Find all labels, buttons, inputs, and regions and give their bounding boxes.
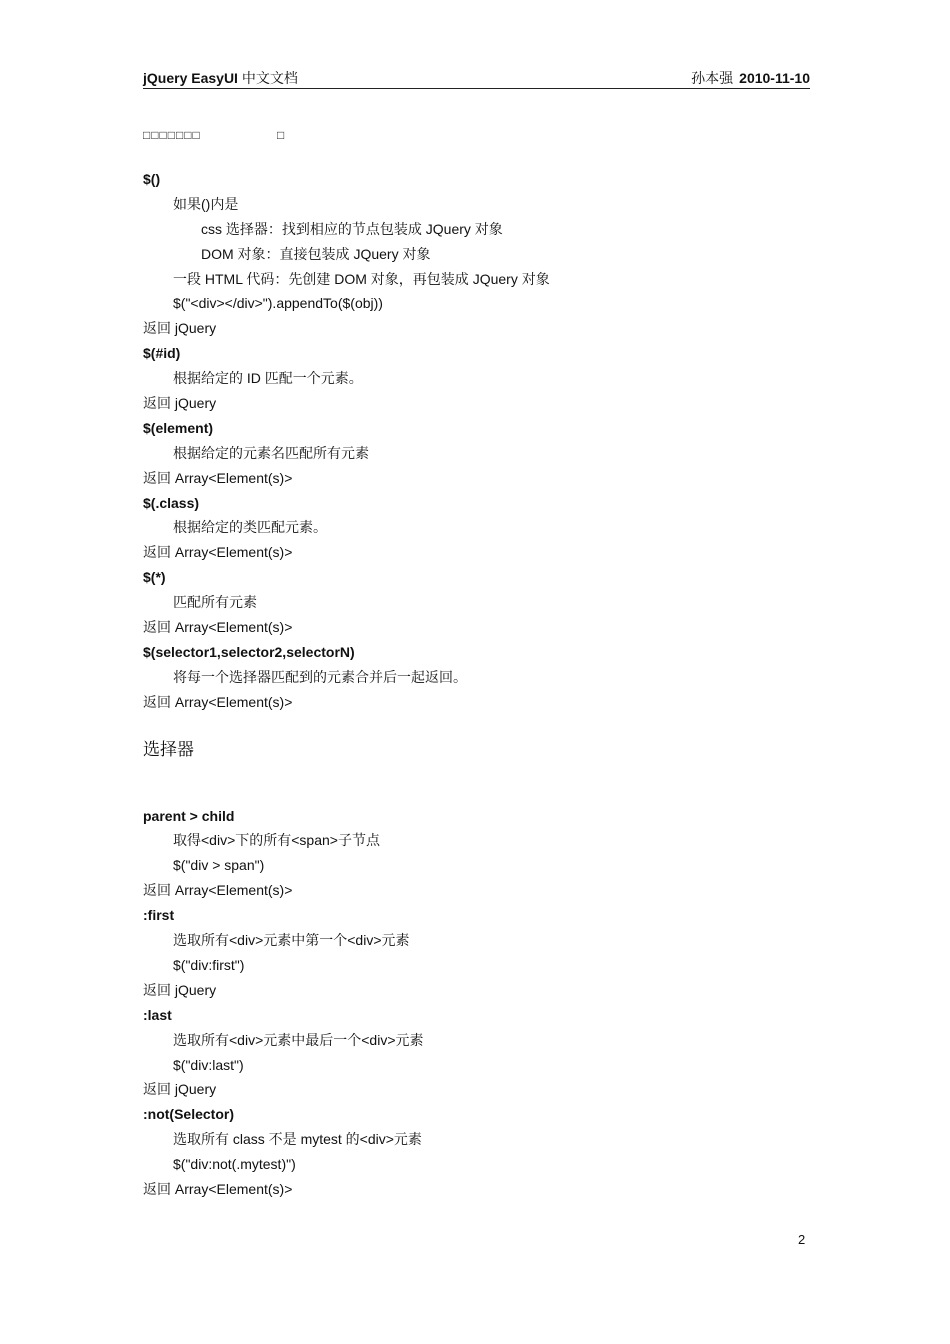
- description-line: $("div:last"): [173, 1056, 244, 1073]
- description-line: 根据给定的元素名匹配所有元素: [173, 444, 369, 461]
- header-date: 2010-11-10: [739, 70, 810, 86]
- return-line: 返回 jQuery: [143, 395, 217, 412]
- description-line: css 选择器：找到相应的节点包装成 JQuery 对象: [201, 220, 503, 237]
- return-line: 返回 Array<Element(s)>: [143, 1180, 293, 1197]
- garbled-glyphs-right: □: [277, 128, 285, 142]
- api-heading: $(selector1,selector2,selectorN): [143, 643, 355, 660]
- header-title-rest: 中文文档: [237, 70, 298, 86]
- description-line: 选取所有<div>元素中第一个<div>元素: [173, 932, 410, 949]
- api-heading: :not(Selector): [143, 1106, 234, 1123]
- document-body: [143, 167, 810, 1202]
- description-line: $("<div></div>").appendTo($(obj)): [173, 295, 383, 312]
- return-line: 返回 Array<Element(s)>: [143, 544, 293, 561]
- return-line: 返回 jQuery: [143, 1081, 217, 1098]
- header-meta: [691, 68, 810, 88]
- description-line: 选取所有 class 不是 mytest 的<div>元素: [173, 1131, 422, 1148]
- header-author: 孙本强: [691, 70, 734, 86]
- api-heading: $(*): [143, 569, 166, 586]
- api-heading: :first: [143, 907, 175, 924]
- description-line: $("div:not(.mytest)"): [173, 1156, 296, 1173]
- api-heading: $(#id): [143, 345, 181, 362]
- description-line: 一段 HTML 代码：先创建 DOM 对象，再包装成 JQuery 对象: [173, 270, 550, 287]
- description-line: DOM 对象：直接包装成 JQuery 对象: [201, 245, 431, 262]
- return-line: 返回 Array<Element(s)>: [143, 469, 293, 486]
- core-functions-list: [143, 167, 810, 715]
- return-line: 返回 jQuery: [143, 320, 217, 337]
- description-line: 取得<div>下的所有<span>子节点: [173, 832, 380, 849]
- description-line: 将每一个选择器匹配到的元素合并后一起返回。: [173, 668, 467, 685]
- return-line: 返回 Array<Element(s)>: [143, 619, 293, 636]
- description-line: 根据给定的类匹配元素。: [173, 519, 327, 536]
- description-line: 选取所有<div>元素中最后一个<div>元素: [173, 1031, 424, 1048]
- section-title: 选择器: [143, 739, 194, 759]
- description-line: 根据给定的 ID 匹配一个元素。: [173, 370, 363, 387]
- selectors-list: [143, 804, 810, 1202]
- description-line: 如果()内是: [173, 195, 239, 212]
- api-heading: parent > child: [143, 807, 235, 824]
- api-heading: $(element): [143, 419, 214, 436]
- header-title: [143, 68, 298, 88]
- garbled-glyphs-left: □□□□□□□: [143, 128, 201, 142]
- page-number: 2: [798, 1232, 806, 1247]
- return-line: 返回 Array<Element(s)>: [143, 693, 293, 710]
- description-line: $("div:first"): [173, 956, 245, 973]
- description-line: $("div > span"): [173, 857, 265, 874]
- return-line: 返回 jQuery: [143, 981, 217, 998]
- header-title-bold: jQuery EasyUI: [143, 70, 238, 86]
- api-heading: $(.class): [143, 494, 200, 511]
- page-header: [143, 66, 810, 89]
- return-line: 返回 Array<Element(s)>: [143, 882, 293, 899]
- description-line: 匹配所有元素: [173, 594, 257, 611]
- api-heading: $(): [143, 171, 161, 187]
- api-heading: :last: [143, 1006, 172, 1023]
